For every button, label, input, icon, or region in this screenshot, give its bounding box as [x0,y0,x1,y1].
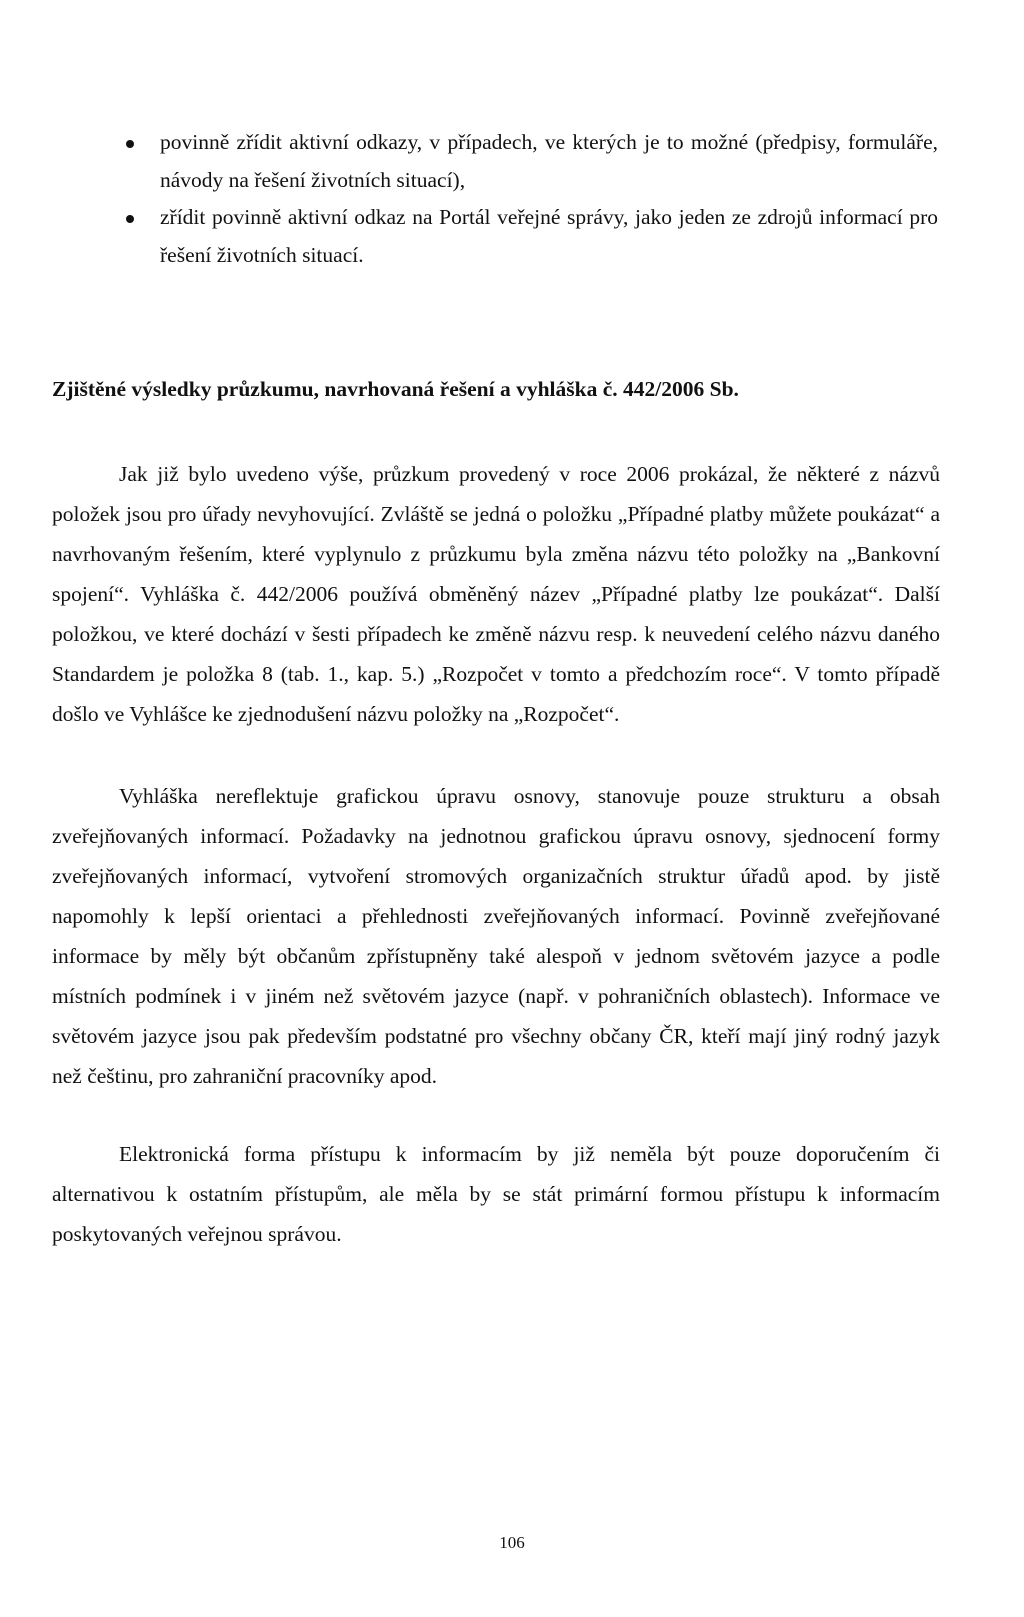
paragraph: Vyhláška nereflektuje grafickou úpravu osnovy, stanovuje pouze strukturu a obsah zveřejňovaných informací. Požadavky na jednotnou grafickou úpravu osnovy, sjednocení formy zveřejňovaných informací, vytvoření stromových organizačních struktur úřadů apod. by jistě napomohly k lepší orientaci a přehlednosti zveřejňovaných informací. Povinně zveřejňované informace by měly být občanům zpřístupněny také alespoň v jednom světovém jazyce a podle místních podmínek i v jiném než světovém jazyce (např. v pohraničních oblastech). Informace ve světovém jazyce jsou pak především podstatné pro všechny občany ČR, kteří mají jiný rodný jazyk než češtinu, pro zahraniční pracovníky apod. [52,784,940,1088]
section-heading: Zjištěné výsledky průzkumu, navrhovaná řešení a vyhláška č. 442/2006 Sb. [52,377,739,401]
bullet-list [126,124,938,274]
list-item [126,124,938,199]
paragraph: Jak již bylo uvedeno výše, průzkum provedený v roce 2006 prokázal, že některé z názvů položek jsou pro úřady nevyhovující. Zvláště se jedná o položku „Případné platby můžete poukázat“ a navrhovaným řešením, které vyplynulo z průzkumu byla změna názvu této položky na „Bankovní spojení“. Vyhláška č. 442/2006 používá obměněný název „Případné platby lze poukázat“. Další položkou, ve které dochází v šesti případech ke změně názvu resp. k neuvedení celého názvu daného Standardem je položka 8 (tab. 1., kap. 5.) „Rozpočet v tomto a předchozím roce“. V tomto případě došlo ve Vyhlášce ke zjednodušení názvu položky na „Rozpočet“. [52,462,940,726]
paragraph: Elektronická forma přístupu k informacím by již neměla být pouze doporučením či alternativou k ostatním přístupům, ale měla by se stát primární formou přístupu k informacím poskytovaných veřejnou správou. [52,1142,940,1246]
bullet-icon [126,140,134,148]
bullet-text: zřídit povinně aktivní odkaz na Portál veřejné správy, jako jeden ze zdrojů informací pro řešení životních situací. [160,205,938,267]
bullet-text: povinně zřídit aktivní odkazy, v případech, ve kterých je to možné (předpisy, formuláře, návody na řešení životních situací), [160,130,938,192]
bullet-icon [126,215,134,223]
page-number: 106 [499,1533,525,1552]
list-item [126,199,938,274]
